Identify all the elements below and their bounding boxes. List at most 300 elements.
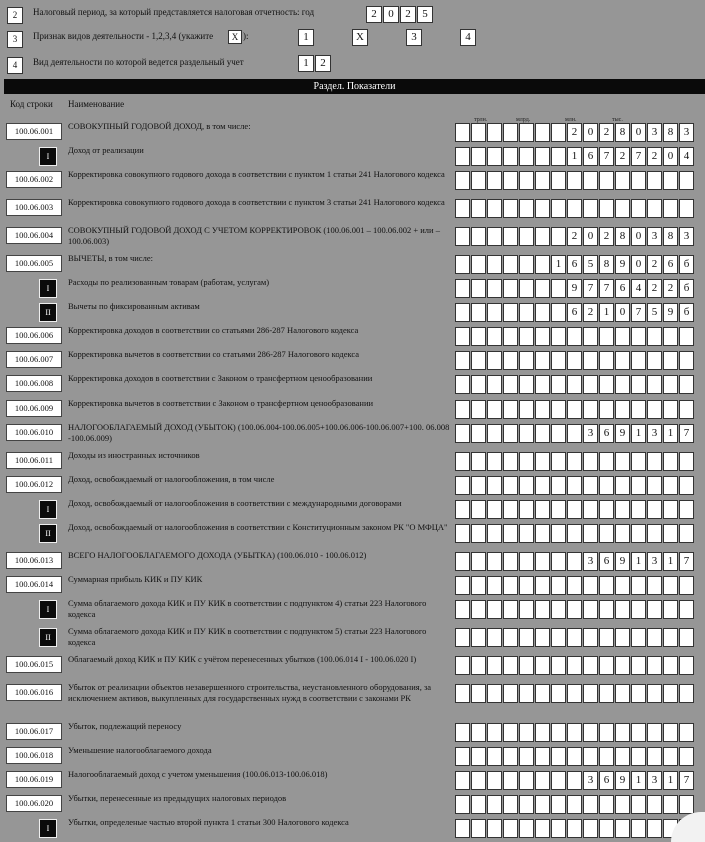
digit-cell[interactable]: 1 <box>663 552 678 571</box>
digit-cell[interactable] <box>663 684 678 703</box>
digit-cell[interactable] <box>599 500 614 519</box>
digit-cell[interactable] <box>615 400 630 419</box>
digit-cell[interactable] <box>679 476 694 495</box>
digit-cell[interactable]: 8 <box>599 255 614 274</box>
digit-cell[interactable] <box>551 476 566 495</box>
digit-cell[interactable] <box>663 199 678 218</box>
digit-cell[interactable]: 1 <box>631 771 646 790</box>
year-digit[interactable]: 0 <box>383 6 399 23</box>
digit-cell[interactable] <box>471 771 486 790</box>
digit-cell[interactable] <box>471 452 486 471</box>
digit-cell[interactable] <box>519 279 534 298</box>
digit-cell[interactable] <box>535 424 550 443</box>
digit-cell[interactable] <box>471 171 486 190</box>
digit-cell[interactable] <box>519 684 534 703</box>
digit-cell[interactable] <box>551 723 566 742</box>
digit-cell[interactable]: б <box>679 279 694 298</box>
digit-cell[interactable] <box>503 424 518 443</box>
amount-input[interactable] <box>455 327 695 346</box>
digit-cell[interactable]: 2 <box>663 279 678 298</box>
digit-cell[interactable] <box>455 600 470 619</box>
digit-cell[interactable] <box>519 600 534 619</box>
digit-cell[interactable] <box>679 351 694 370</box>
digit-cell[interactable]: 9 <box>615 255 630 274</box>
digit-cell[interactable] <box>535 500 550 519</box>
digit-cell[interactable] <box>551 771 566 790</box>
digit-cell[interactable] <box>631 723 646 742</box>
digit-cell[interactable] <box>615 656 630 675</box>
digit-cell[interactable]: 1 <box>663 424 678 443</box>
digit-cell[interactable] <box>567 771 582 790</box>
digit-cell[interactable] <box>471 351 486 370</box>
digit-cell[interactable] <box>551 199 566 218</box>
digit-cell[interactable] <box>583 656 598 675</box>
digit-cell[interactable] <box>583 600 598 619</box>
digit-cell[interactable] <box>615 375 630 394</box>
digit-cell[interactable] <box>583 327 598 346</box>
digit-cell[interactable] <box>503 600 518 619</box>
activity-option-1[interactable]: 1 <box>298 29 314 46</box>
digit-cell[interactable] <box>503 795 518 814</box>
digit-cell[interactable] <box>583 500 598 519</box>
digit-cell[interactable] <box>519 171 534 190</box>
digit-cell[interactable] <box>647 476 662 495</box>
digit-cell[interactable]: 6 <box>567 303 582 322</box>
digit-cell[interactable] <box>615 684 630 703</box>
digit-cell[interactable]: 9 <box>615 424 630 443</box>
digit-cell[interactable] <box>503 524 518 543</box>
amount-input[interactable] <box>455 303 695 322</box>
digit-cell[interactable]: 5 <box>583 255 598 274</box>
digit-cell[interactable] <box>519 400 534 419</box>
digit-cell[interactable] <box>599 747 614 766</box>
digit-cell[interactable] <box>471 327 486 346</box>
digit-cell[interactable] <box>679 723 694 742</box>
digit-cell[interactable] <box>487 656 502 675</box>
digit-cell[interactable] <box>519 819 534 838</box>
digit-cell[interactable] <box>519 771 534 790</box>
activity-option-3[interactable]: 3 <box>406 29 422 46</box>
digit-cell[interactable] <box>519 476 534 495</box>
digit-cell[interactable] <box>503 279 518 298</box>
digit-cell[interactable]: 6 <box>599 424 614 443</box>
amount-input[interactable] <box>455 279 695 298</box>
digit-cell[interactable] <box>615 795 630 814</box>
year-digit[interactable]: 2 <box>400 6 416 23</box>
digit-cell[interactable]: 7 <box>679 424 694 443</box>
digit-cell[interactable] <box>455 351 470 370</box>
digit-cell[interactable] <box>631 628 646 647</box>
digit-cell[interactable] <box>631 171 646 190</box>
amount-input[interactable] <box>455 771 695 790</box>
digit-cell[interactable] <box>631 327 646 346</box>
digit-cell[interactable] <box>471 628 486 647</box>
digit-cell[interactable]: б <box>679 303 694 322</box>
digit-cell[interactable] <box>487 255 502 274</box>
digit-cell[interactable] <box>647 819 662 838</box>
digit-cell[interactable] <box>663 723 678 742</box>
digit-cell[interactable]: 8 <box>663 123 678 142</box>
digit-cell[interactable] <box>535 552 550 571</box>
digit-cell[interactable] <box>471 552 486 571</box>
digit-cell[interactable] <box>519 351 534 370</box>
amount-input[interactable] <box>455 424 695 443</box>
digit-cell[interactable] <box>519 723 534 742</box>
digit-cell[interactable] <box>631 351 646 370</box>
digit-cell[interactable] <box>487 819 502 838</box>
digit-cell[interactable] <box>599 452 614 471</box>
digit-cell[interactable] <box>583 452 598 471</box>
digit-cell[interactable] <box>535 279 550 298</box>
digit-cell[interactable] <box>487 500 502 519</box>
digit-cell[interactable]: 6 <box>583 147 598 166</box>
digit-cell[interactable] <box>583 747 598 766</box>
digit-cell[interactable] <box>487 424 502 443</box>
digit-cell[interactable]: 4 <box>631 279 646 298</box>
digit-cell[interactable]: 7 <box>599 279 614 298</box>
digit-cell[interactable] <box>471 147 486 166</box>
digit-cell[interactable] <box>471 747 486 766</box>
digit-cell[interactable] <box>631 576 646 595</box>
digit-cell[interactable] <box>519 795 534 814</box>
digit-cell[interactable] <box>487 771 502 790</box>
digit-cell[interactable] <box>567 452 582 471</box>
digit-cell[interactable] <box>455 375 470 394</box>
digit-cell[interactable] <box>599 656 614 675</box>
digit-cell[interactable] <box>535 684 550 703</box>
digit-cell[interactable] <box>535 400 550 419</box>
amount-input[interactable] <box>455 171 695 190</box>
digit-cell[interactable] <box>631 375 646 394</box>
digit-cell[interactable] <box>599 400 614 419</box>
digit-cell[interactable] <box>503 147 518 166</box>
digit-cell[interactable] <box>567 747 582 766</box>
digit-cell[interactable] <box>567 656 582 675</box>
digit-cell[interactable] <box>471 279 486 298</box>
digit-cell[interactable] <box>471 255 486 274</box>
digit-cell[interactable] <box>679 747 694 766</box>
digit-cell[interactable] <box>487 628 502 647</box>
digit-cell[interactable] <box>599 723 614 742</box>
amount-input[interactable] <box>455 684 695 703</box>
digit-cell[interactable] <box>487 123 502 142</box>
digit-cell[interactable] <box>535 199 550 218</box>
digit-cell[interactable] <box>615 500 630 519</box>
digit-cell[interactable] <box>647 524 662 543</box>
digit-cell[interactable] <box>663 452 678 471</box>
digit-cell[interactable] <box>471 656 486 675</box>
digit-cell[interactable] <box>663 628 678 647</box>
digit-cell[interactable] <box>663 656 678 675</box>
digit-cell[interactable] <box>455 684 470 703</box>
digit-cell[interactable] <box>519 327 534 346</box>
amount-input[interactable] <box>455 747 695 766</box>
digit-cell[interactable] <box>583 171 598 190</box>
digit-cell[interactable] <box>487 723 502 742</box>
digit-cell[interactable] <box>535 327 550 346</box>
digit-cell[interactable]: 9 <box>567 279 582 298</box>
digit-cell[interactable]: 7 <box>631 147 646 166</box>
digit-cell[interactable] <box>535 476 550 495</box>
digit-cell[interactable] <box>487 375 502 394</box>
digit-cell[interactable] <box>519 747 534 766</box>
digit-cell[interactable] <box>503 327 518 346</box>
digit-cell[interactable] <box>551 747 566 766</box>
digit-cell[interactable] <box>615 600 630 619</box>
digit-cell[interactable] <box>599 628 614 647</box>
digit-cell[interactable] <box>535 795 550 814</box>
digit-cell[interactable] <box>599 576 614 595</box>
digit-cell[interactable] <box>567 819 582 838</box>
digit-cell[interactable] <box>487 600 502 619</box>
digit-cell[interactable]: 0 <box>583 123 598 142</box>
digit-cell[interactable] <box>455 227 470 246</box>
digit-cell[interactable] <box>471 723 486 742</box>
digit-cell[interactable] <box>679 500 694 519</box>
digit-cell[interactable] <box>487 576 502 595</box>
digit-cell[interactable] <box>455 656 470 675</box>
digit-cell[interactable] <box>503 452 518 471</box>
digit-cell[interactable] <box>567 500 582 519</box>
amount-input[interactable] <box>455 227 695 246</box>
digit-cell[interactable] <box>679 452 694 471</box>
digit-cell[interactable] <box>631 452 646 471</box>
digit-cell[interactable] <box>551 576 566 595</box>
digit-cell[interactable] <box>503 684 518 703</box>
year-digit[interactable]: 5 <box>417 6 433 23</box>
digit-cell[interactable] <box>535 123 550 142</box>
digit-cell[interactable] <box>631 819 646 838</box>
digit-cell[interactable] <box>679 327 694 346</box>
digit-cell[interactable] <box>503 476 518 495</box>
digit-cell[interactable] <box>471 424 486 443</box>
digit-cell[interactable]: 4 <box>679 147 694 166</box>
digit-cell[interactable] <box>519 123 534 142</box>
digit-cell[interactable] <box>551 424 566 443</box>
amount-input[interactable] <box>455 147 695 166</box>
digit-cell[interactable] <box>583 795 598 814</box>
digit-cell[interactable] <box>615 819 630 838</box>
digit-cell[interactable] <box>551 147 566 166</box>
digit-cell[interactable]: 1 <box>663 771 678 790</box>
digit-cell[interactable] <box>519 147 534 166</box>
digit-cell[interactable] <box>551 351 566 370</box>
digit-cell[interactable] <box>455 576 470 595</box>
digit-cell[interactable] <box>455 771 470 790</box>
digit-cell[interactable] <box>455 476 470 495</box>
digit-cell[interactable] <box>599 375 614 394</box>
digit-cell[interactable] <box>551 795 566 814</box>
digit-cell[interactable] <box>647 684 662 703</box>
amount-input[interactable] <box>455 524 695 543</box>
digit-cell[interactable] <box>503 123 518 142</box>
amount-input[interactable] <box>455 476 695 495</box>
digit-cell[interactable] <box>535 723 550 742</box>
digit-cell[interactable]: 8 <box>663 227 678 246</box>
digit-cell[interactable] <box>631 199 646 218</box>
digit-cell[interactable] <box>583 684 598 703</box>
digit-cell[interactable] <box>471 500 486 519</box>
digit-cell[interactable]: 9 <box>663 303 678 322</box>
digit-cell[interactable] <box>551 684 566 703</box>
amount-input[interactable] <box>455 723 695 742</box>
digit-cell[interactable] <box>647 400 662 419</box>
digit-cell[interactable] <box>567 552 582 571</box>
digit-cell[interactable] <box>503 656 518 675</box>
digit-cell[interactable]: 3 <box>583 771 598 790</box>
digit-cell[interactable] <box>615 171 630 190</box>
digit-cell[interactable] <box>503 303 518 322</box>
digit-cell[interactable] <box>519 524 534 543</box>
digit-cell[interactable]: 0 <box>631 255 646 274</box>
digit-cell[interactable] <box>615 452 630 471</box>
digit-cell[interactable] <box>583 199 598 218</box>
digit-cell[interactable] <box>535 255 550 274</box>
digit-cell[interactable] <box>455 171 470 190</box>
digit-cell[interactable] <box>487 147 502 166</box>
digit-cell[interactable] <box>551 279 566 298</box>
digit-cell[interactable] <box>455 723 470 742</box>
digit-cell[interactable]: 6 <box>599 552 614 571</box>
digit-cell[interactable] <box>535 171 550 190</box>
digit-cell[interactable] <box>551 524 566 543</box>
digit-cell[interactable]: 2 <box>583 303 598 322</box>
digit-cell[interactable] <box>679 171 694 190</box>
digit-cell[interactable] <box>583 576 598 595</box>
digit-cell[interactable]: 1 <box>631 424 646 443</box>
digit-cell[interactable] <box>583 400 598 419</box>
digit-cell[interactable]: 9 <box>615 771 630 790</box>
digit-cell[interactable] <box>615 524 630 543</box>
digit-cell[interactable] <box>567 600 582 619</box>
digit-cell[interactable] <box>535 303 550 322</box>
digit-cell[interactable]: 3 <box>679 227 694 246</box>
digit-cell[interactable]: 3 <box>647 123 662 142</box>
digit-cell[interactable] <box>647 375 662 394</box>
digit-cell[interactable]: 3 <box>647 424 662 443</box>
digit-cell[interactable] <box>551 500 566 519</box>
digit-cell[interactable]: 2 <box>647 279 662 298</box>
digit-cell[interactable] <box>615 723 630 742</box>
digit-cell[interactable] <box>631 524 646 543</box>
digit-cell[interactable]: 6 <box>663 255 678 274</box>
digit-cell[interactable] <box>455 524 470 543</box>
digit-cell[interactable]: 8 <box>615 123 630 142</box>
digit-cell[interactable] <box>535 819 550 838</box>
digit-cell[interactable] <box>583 476 598 495</box>
digit-cell[interactable]: 6 <box>615 279 630 298</box>
digit-cell[interactable]: 6 <box>567 255 582 274</box>
amount-input[interactable] <box>455 375 695 394</box>
amount-input[interactable] <box>455 600 695 619</box>
amount-input[interactable] <box>455 199 695 218</box>
digit-cell[interactable]: 0 <box>663 147 678 166</box>
digit-cell[interactable]: б <box>679 255 694 274</box>
digit-cell[interactable] <box>647 600 662 619</box>
digit-cell[interactable] <box>663 524 678 543</box>
amount-input[interactable] <box>455 795 695 814</box>
digit-cell[interactable] <box>503 375 518 394</box>
digit-cell[interactable]: 6 <box>599 771 614 790</box>
digit-cell[interactable] <box>647 723 662 742</box>
digit-cell[interactable] <box>471 600 486 619</box>
digit-cell[interactable] <box>535 351 550 370</box>
amount-input[interactable] <box>455 500 695 519</box>
digit-cell[interactable] <box>487 303 502 322</box>
digit-cell[interactable] <box>615 327 630 346</box>
amount-input[interactable] <box>455 552 695 571</box>
digit-cell[interactable] <box>631 656 646 675</box>
digit-cell[interactable] <box>487 747 502 766</box>
amount-input[interactable] <box>455 452 695 471</box>
digit-cell[interactable] <box>679 795 694 814</box>
digit-cell[interactable] <box>551 600 566 619</box>
digit-cell[interactable] <box>455 819 470 838</box>
digit-cell[interactable]: 2 <box>599 227 614 246</box>
digit-cell[interactable] <box>503 171 518 190</box>
digit-cell[interactable]: 1 <box>551 255 566 274</box>
amount-input[interactable] <box>455 819 695 838</box>
digit-cell[interactable]: 9 <box>615 552 630 571</box>
digit-cell[interactable] <box>551 171 566 190</box>
digit-cell[interactable]: 3 <box>583 424 598 443</box>
digit-cell[interactable] <box>487 552 502 571</box>
digit-cell[interactable] <box>599 171 614 190</box>
digit-cell[interactable] <box>599 684 614 703</box>
digit-cell[interactable] <box>487 327 502 346</box>
digit-cell[interactable]: 0 <box>631 227 646 246</box>
separate-activity-value[interactable]: 2 <box>315 55 331 72</box>
digit-cell[interactable] <box>487 795 502 814</box>
digit-cell[interactable] <box>647 628 662 647</box>
digit-cell[interactable] <box>503 747 518 766</box>
digit-cell[interactable] <box>471 199 486 218</box>
digit-cell[interactable] <box>503 771 518 790</box>
digit-cell[interactable] <box>535 656 550 675</box>
digit-cell[interactable] <box>679 400 694 419</box>
digit-cell[interactable] <box>663 795 678 814</box>
digit-cell[interactable]: 0 <box>583 227 598 246</box>
digit-cell[interactable]: 1 <box>599 303 614 322</box>
digit-cell[interactable] <box>535 628 550 647</box>
digit-cell[interactable] <box>471 684 486 703</box>
digit-cell[interactable] <box>503 255 518 274</box>
digit-cell[interactable] <box>663 476 678 495</box>
digit-cell[interactable] <box>455 123 470 142</box>
digit-cell[interactable] <box>647 576 662 595</box>
digit-cell[interactable] <box>551 552 566 571</box>
digit-cell[interactable] <box>679 576 694 595</box>
digit-cell[interactable] <box>471 476 486 495</box>
digit-cell[interactable] <box>455 452 470 471</box>
digit-cell[interactable] <box>631 476 646 495</box>
digit-cell[interactable] <box>535 771 550 790</box>
digit-cell[interactable] <box>455 400 470 419</box>
digit-cell[interactable] <box>455 795 470 814</box>
digit-cell[interactable] <box>503 199 518 218</box>
digit-cell[interactable]: 2 <box>647 147 662 166</box>
digit-cell[interactable] <box>679 600 694 619</box>
digit-cell[interactable] <box>567 476 582 495</box>
digit-cell[interactable] <box>487 452 502 471</box>
digit-cell[interactable] <box>487 171 502 190</box>
digit-cell[interactable] <box>455 199 470 218</box>
digit-cell[interactable] <box>551 327 566 346</box>
digit-cell[interactable] <box>599 351 614 370</box>
digit-cell[interactable] <box>583 375 598 394</box>
digit-cell[interactable] <box>503 227 518 246</box>
digit-cell[interactable] <box>503 500 518 519</box>
